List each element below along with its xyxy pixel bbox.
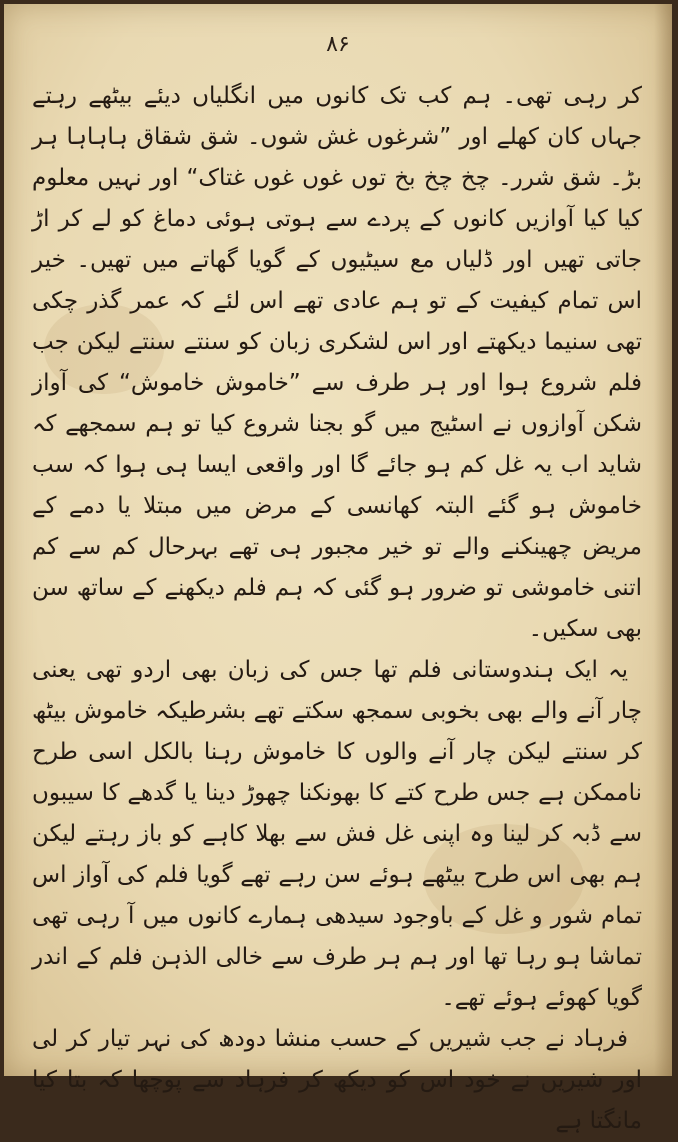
paragraph-2: یہ ایک ہندوستانی فلم تھا جس کی زبان بھی اردو تھی یعنی چار آنے والے بھی بخوبی سمجھ سکتے تھے بشرطیکہ خاموش بیٹھ کر سنتے لیکن چار آنے والوں کا خاموش رہنا بالکل اسی طرح ناممکن ہے جس طرح کتے کا بھونکنا چھوڑ دینا یا گدھے کا سیبوں سے ڈبہ کر لینا وہ اپنی غل فش سے بھلا کاہے کو باز رہتے لیکن ہم بھی اس طرح بیٹھے ہوئے سن رہے تھے گویا فلم کی آواز اس تمام شور و غل کے باوجود سیدھی ہمارے کانوں میں آ رہی تھی تماشا ہو رہا تھا اور ہم ہر طرف سے خالی الذہن فلم کے اندر گویا کھوئے ہوئے تھے۔ (32, 657, 642, 1011)
paragraph-1: کر رہی تھی۔ ہم کب تک کانوں میں انگلیاں دیئے بیٹھے رہتے جہاں کان کھلے اور ”شرغوں غش شوں۔ شق شقاق ہاہاہا ہر بڑ۔ شق شرر۔ چخ چخ بخ توں غوں غوں غتاک“ اور نہیں معلوم کیا کیا آوازیں کانوں کے پردے سے ہوتی ہوئی دماغ کو لے کر اڑ جاتی تھیں اور ڈلیاں مع سیٹیوں کے گویا گھاتے میں تھیں۔ خیر اس تمام کیفیت کے تو ہم عادی تھے اس لئے کہ عمر گذر چکی تھی سنیما دیکھتے اور اس لشکری زبان کو سنتے سنتے لیکن جب فلم شروع ہوا اور ہر طرف سے ”خاموش خاموش“ کی آواز شکن آوازوں نے اسٹیج میں گو بجنا شروع کیا تو ہم سمجھے کہ شاید اب یہ غل کم ہو جائے گا اور واقعی ایسا ہی ہوا کہ سب خاموش ہو گئے البتہ کھانسی کے مرض میں مبتلا یا دمے کے مریض چھینکنے والے تو خیر مجبور ہی تھے بہرحال کم سے کم اتنی خاموشی تو ضرور ہو گئی کہ ہم فلم دیکھنے کے ساتھ سن بھی سکیں۔ (32, 83, 642, 642)
page-body-text (32, 76, 642, 1142)
paragraph-3: فرہاد نے جب شیریں کے حسب منشا دودھ کی نہر تیار کر لی اور شیریں نے خود اس کو دیکھ کر فرہاد سے پوچھا کہ بتا کیا مانگتا ہے (32, 1026, 642, 1134)
book-page (4, 4, 672, 1134)
page-number: ۸۶ (326, 32, 350, 57)
page-spine-shadow (654, 4, 672, 1076)
